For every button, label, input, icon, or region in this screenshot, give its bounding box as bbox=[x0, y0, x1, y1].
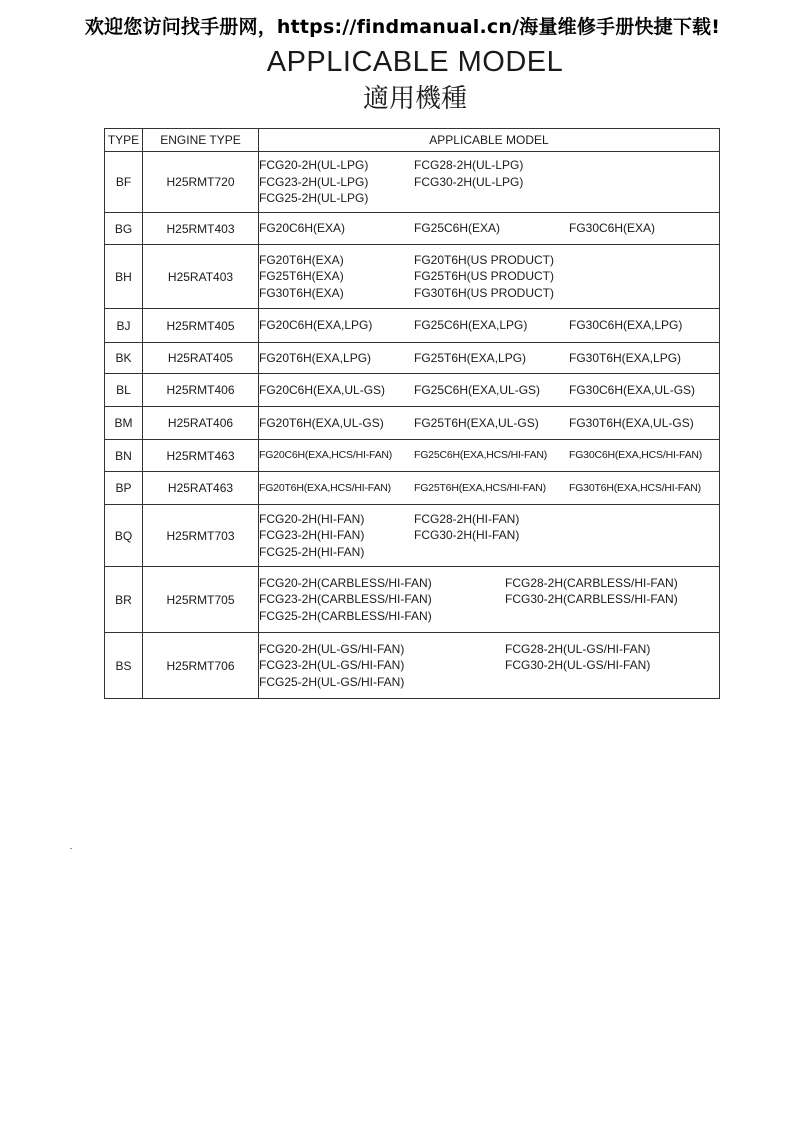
table-row bbox=[105, 245, 720, 309]
model-item: FCG30-2H(UL-LPG) bbox=[414, 174, 524, 189]
model-item: FG30T6H(EXA) bbox=[259, 285, 344, 300]
model-item: FCG20-2H(CARBLESS/HI-FAN) bbox=[259, 575, 432, 590]
model-item: FG30C6H(EXA) bbox=[569, 221, 656, 236]
model-item: FCG30-2H(HI-FAN) bbox=[414, 528, 520, 543]
table-row bbox=[105, 309, 720, 343]
engine-cell: H25RMT406 bbox=[143, 374, 259, 407]
models-cell bbox=[259, 505, 720, 567]
table-row bbox=[105, 440, 720, 472]
model-item: FG25T6H(US PRODUCT) bbox=[414, 269, 555, 284]
models-cell bbox=[259, 213, 720, 245]
model-item: FCG25-2H(CARBLESS/HI-FAN) bbox=[259, 608, 432, 623]
type-cell: BM bbox=[105, 407, 143, 440]
header-applicable-model: APPLICABLE MODEL bbox=[259, 129, 720, 152]
model-item: FG20C6H(EXA,UL-GS) bbox=[259, 382, 386, 397]
table-row bbox=[105, 633, 720, 699]
model-item: FCG28-2H(HI-FAN) bbox=[414, 511, 520, 526]
model-item: FG25C6H(EXA) bbox=[414, 221, 501, 236]
models-cell bbox=[259, 374, 720, 407]
model-item: FCG28-2H(UL-LPG) bbox=[414, 158, 524, 173]
model-item: FG20T6H(EXA,LPG) bbox=[259, 350, 372, 365]
type-cell: BF bbox=[105, 152, 143, 213]
table-row bbox=[105, 213, 720, 245]
models-cell bbox=[259, 567, 720, 633]
scan-speck bbox=[70, 848, 72, 849]
type-cell: BQ bbox=[105, 505, 143, 567]
table-header-row bbox=[105, 129, 720, 152]
models-cell bbox=[259, 309, 720, 343]
models-cell bbox=[259, 245, 720, 309]
table-row bbox=[105, 374, 720, 407]
model-item: FG25C6H(EXA,UL-GS) bbox=[414, 382, 541, 397]
download-banner: 欢迎您访问找手册网，https://findmanual.cn/海量维修手册快捷下载! bbox=[84, 16, 721, 38]
engine-cell: H25RMT706 bbox=[143, 633, 259, 699]
model-item: FG20T6H(EXA) bbox=[259, 252, 344, 267]
model-item: FG30T6H(EXA,UL-GS) bbox=[569, 415, 694, 430]
engine-cell: H25RMT403 bbox=[143, 213, 259, 245]
type-cell: BL bbox=[105, 374, 143, 407]
model-item: FG30C6H(EXA,HCS/HI-FAN) bbox=[569, 449, 703, 462]
type-cell: BJ bbox=[105, 309, 143, 343]
models-cell bbox=[259, 152, 720, 213]
page-title-chinese: 適用機種 bbox=[362, 84, 467, 114]
type-cell: BS bbox=[105, 633, 143, 699]
model-item: FCG23-2H(UL-LPG) bbox=[259, 174, 369, 189]
table-row bbox=[105, 407, 720, 440]
table-row bbox=[105, 152, 720, 213]
type-cell: BG bbox=[105, 213, 143, 245]
engine-cell: H25RAT405 bbox=[143, 343, 259, 374]
engine-cell: H25RMT405 bbox=[143, 309, 259, 343]
model-item: FCG28-2H(CARBLESS/HI-FAN) bbox=[505, 575, 678, 590]
model-item: FCG30-2H(CARBLESS/HI-FAN) bbox=[505, 592, 678, 607]
model-item: FCG23-2H(CARBLESS/HI-FAN) bbox=[259, 592, 432, 607]
engine-cell: H25RAT403 bbox=[143, 245, 259, 309]
engine-cell: H25RMT463 bbox=[143, 440, 259, 472]
model-item: FG25T6H(EXA) bbox=[259, 269, 344, 284]
models-cell bbox=[259, 407, 720, 440]
model-item: FCG28-2H(UL-GS/HI-FAN) bbox=[505, 641, 651, 656]
page-title: APPLICABLE MODEL bbox=[266, 46, 564, 78]
type-cell: BH bbox=[105, 245, 143, 309]
type-cell: BN bbox=[105, 440, 143, 472]
table-row bbox=[105, 472, 720, 505]
model-item: FG20C6H(EXA,LPG) bbox=[259, 318, 373, 333]
model-item: FCG25-2H(HI-FAN) bbox=[259, 544, 365, 559]
model-item: FCG20-2H(HI-FAN) bbox=[259, 511, 365, 526]
model-item: FCG23-2H(UL-GS/HI-FAN) bbox=[259, 658, 405, 673]
engine-cell: H25RMT705 bbox=[143, 567, 259, 633]
table-row bbox=[105, 343, 720, 374]
engine-cell: H25RMT720 bbox=[143, 152, 259, 213]
table-row bbox=[105, 567, 720, 633]
models-cell bbox=[259, 440, 720, 472]
type-cell: BK bbox=[105, 343, 143, 374]
model-item: FG20T6H(US PRODUCT) bbox=[414, 252, 555, 267]
model-item: FCG25-2H(UL-LPG) bbox=[259, 191, 369, 206]
model-item: FCG23-2H(HI-FAN) bbox=[259, 528, 365, 543]
model-item: FG25C6H(EXA,HCS/HI-FAN) bbox=[414, 449, 548, 462]
header-type: TYPE bbox=[105, 129, 143, 152]
model-item: FG20T6H(EXA,HCS/HI-FAN) bbox=[259, 481, 391, 494]
model-item: FG30T6H(EXA,LPG) bbox=[569, 350, 682, 365]
model-item: FCG30-2H(UL-GS/HI-FAN) bbox=[505, 658, 651, 673]
model-item: FCG20-2H(UL-GS/HI-FAN) bbox=[259, 641, 405, 656]
models-cell bbox=[259, 343, 720, 374]
model-item: FG30C6H(EXA,UL-GS) bbox=[569, 382, 696, 397]
model-item: FG20T6H(EXA,UL-GS) bbox=[259, 415, 384, 430]
model-item: FCG20-2H(UL-LPG) bbox=[259, 158, 369, 173]
model-item: FG25T6H(EXA,HCS/HI-FAN) bbox=[414, 481, 546, 494]
model-item: FG30T6H(EXA,HCS/HI-FAN) bbox=[569, 481, 701, 494]
models-cell bbox=[259, 472, 720, 505]
type-cell: BR bbox=[105, 567, 143, 633]
model-item: FG25C6H(EXA,LPG) bbox=[414, 318, 528, 333]
header-engine-type: ENGINE TYPE bbox=[143, 129, 259, 152]
model-item: FCG25-2H(UL-GS/HI-FAN) bbox=[259, 674, 405, 689]
table-row bbox=[105, 505, 720, 567]
engine-cell: H25RAT406 bbox=[143, 407, 259, 440]
models-cell bbox=[259, 633, 720, 699]
model-item: FG30C6H(EXA,LPG) bbox=[569, 318, 683, 333]
engine-cell: H25RMT703 bbox=[143, 505, 259, 567]
applicable-model-table bbox=[104, 128, 720, 699]
model-item: FG20C6H(EXA) bbox=[259, 221, 346, 236]
type-cell: BP bbox=[105, 472, 143, 505]
engine-cell: H25RAT463 bbox=[143, 472, 259, 505]
model-item: FG30T6H(US PRODUCT) bbox=[414, 285, 555, 300]
model-item: FG25T6H(EXA,LPG) bbox=[414, 350, 527, 365]
model-item: FG20C6H(EXA,HCS/HI-FAN) bbox=[259, 449, 393, 462]
model-item: FG25T6H(EXA,UL-GS) bbox=[414, 415, 539, 430]
